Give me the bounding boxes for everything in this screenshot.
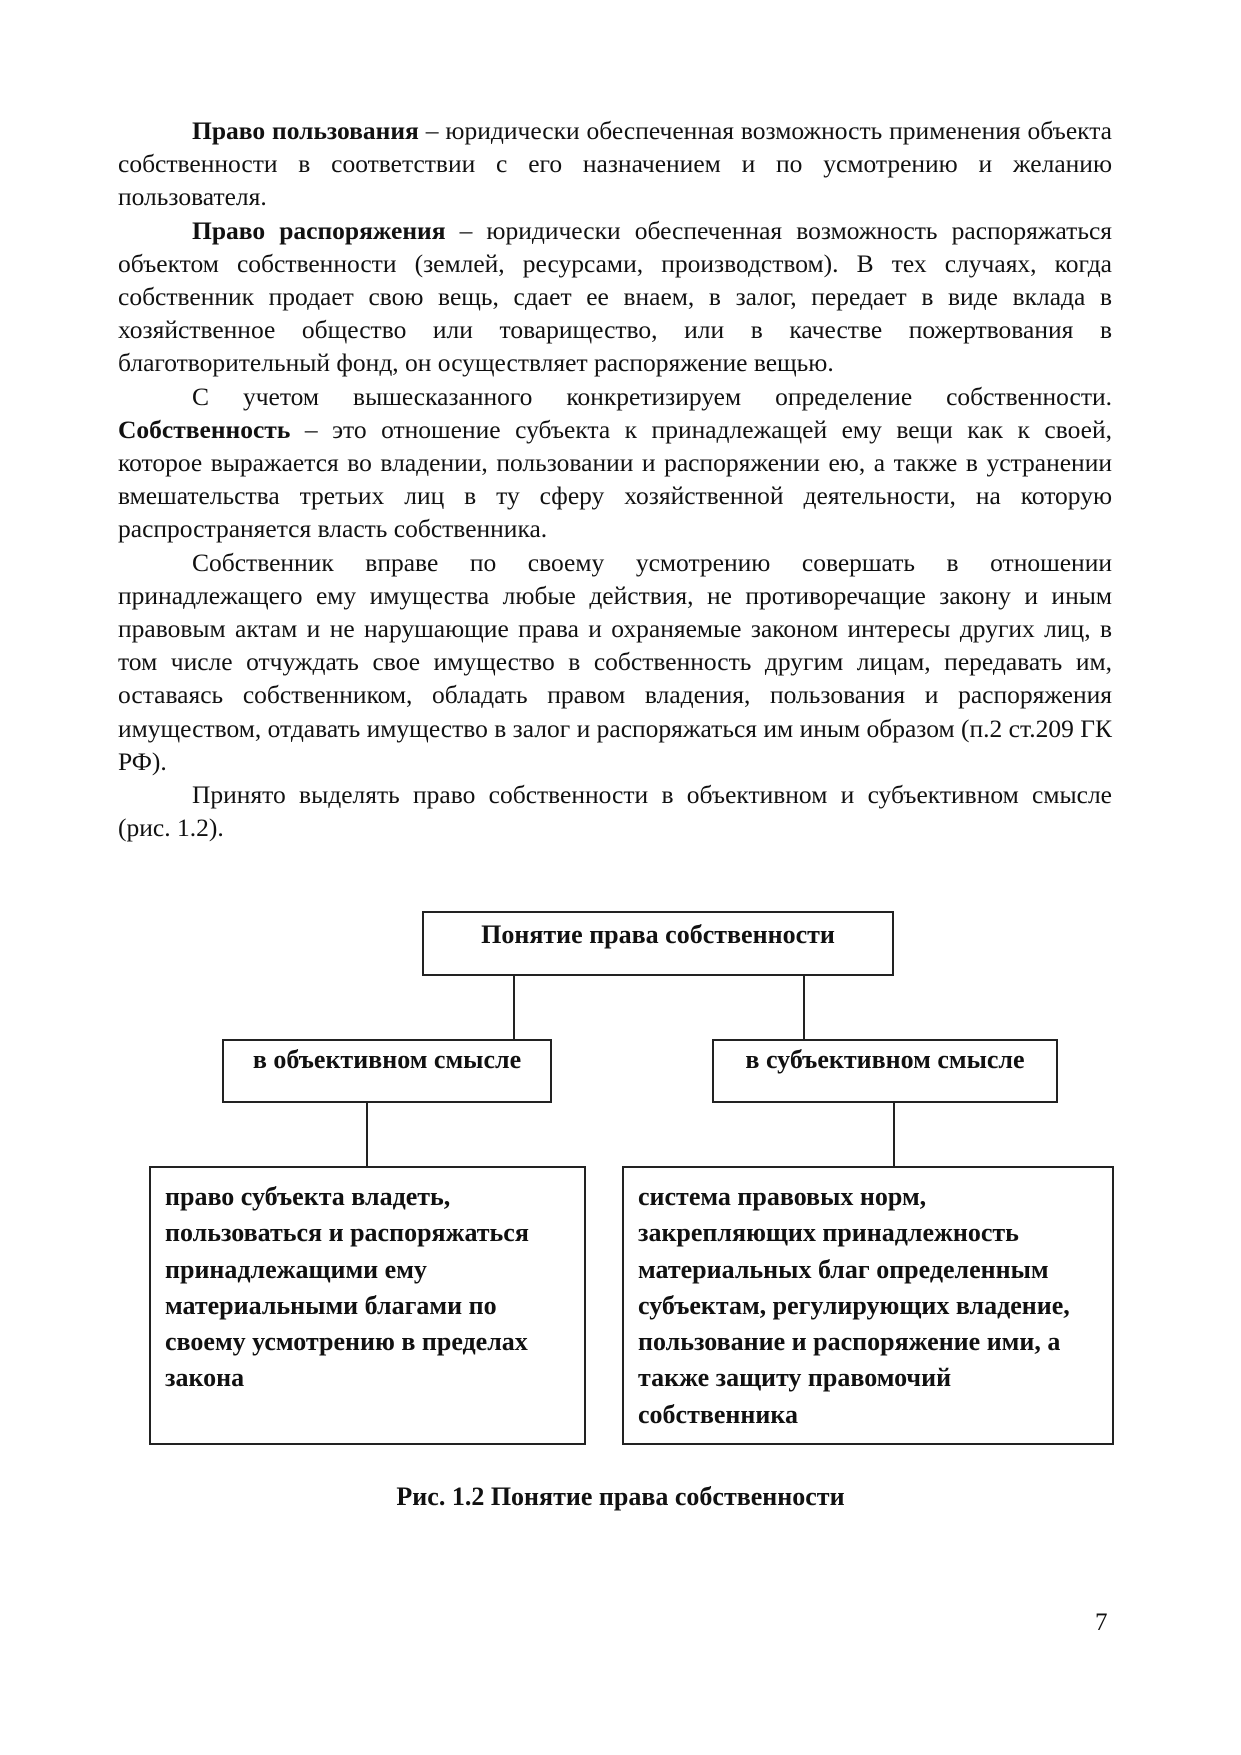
objective-meaning-box xyxy=(222,1039,552,1103)
connector-title-left xyxy=(513,976,515,1039)
right-description-box xyxy=(622,1166,1114,1445)
paragraph-owner-rights xyxy=(118,546,1112,778)
body-text xyxy=(118,114,1112,844)
figure-caption: Рис. 1.2 Понятие права собственности xyxy=(396,1482,845,1511)
page-number: 7 xyxy=(1095,1609,1108,1636)
paragraph-meanings xyxy=(118,778,1112,844)
left-description-box xyxy=(149,1166,586,1445)
diagram-title-box xyxy=(422,911,894,976)
property-lead-text: С учетом вышесказанного конкретизируем определение собственности. xyxy=(192,381,1112,411)
subjective-meaning-box xyxy=(712,1039,1058,1103)
subjective-meaning-label: в субъективном смысле xyxy=(745,1045,1025,1074)
right-description-text: система правовых норм, закрепляющих принадлежность материальных благ определенным субъектам, регулирующих владение, пользование и распоряжение ими, а также защиту правомочий собственника xyxy=(638,1182,1070,1429)
left-description-text: право субъекта владеть, пользоваться и распоряжаться принадлежащими ему материальными благами по своему усмотрению в пределах закона xyxy=(165,1182,529,1393)
diagram-title: Понятие права собственности xyxy=(481,920,835,949)
definition-usage-right: – юридически обеспеченная возможность применения объекта собственности в соответствии с его назначением и по усмотрению и желанию пользователя. xyxy=(118,116,1112,212)
paragraph-disposal-right xyxy=(118,214,1112,380)
definition-property: – это отношение субъекта к принадлежащей ему вещи как к своей, которое выражается во владении, пользовании и распоряжении ею, а также в устранении вмешательства третьих лиц в ту сферу хозяйственной деятельности, на которую распространяется власть собственника. xyxy=(118,414,1112,544)
meanings-text: Принято выделять право собственности в объективном и субъективном смысле (рис. 1.2). xyxy=(118,780,1112,843)
connector-subjective-down xyxy=(893,1103,895,1166)
objective-meaning-label: в объективном смысле xyxy=(252,1045,522,1074)
term-property: Собственность xyxy=(118,414,291,444)
connector-title-right xyxy=(803,976,805,1039)
term-usage-right: Право пользования xyxy=(192,116,419,145)
connector-objective-down xyxy=(366,1103,368,1166)
paragraph-property-definition xyxy=(118,380,1112,546)
paragraph-usage-right xyxy=(118,114,1112,214)
definition-disposal-right: – юридически обеспеченная возможность распоряжаться объектом собственности (землей, ресурсами, производством). В тех случаях, когда собственник продает свою вещь, сдает ее внаем, в залог, передает в виде вклада в хозяйственное общество или товарищество, или в качестве пожертвования в благотворительный фонд, он осуществляет распоряжение вещью. xyxy=(118,215,1112,378)
owner-rights-text: Собственник вправе по своему усмотрению совершать в отношении принадлежащего ему имущества любые действия, не противоречащие закону и иным правовым актам и не нарушающие права и охраняемые законом интересы других лиц, в том числе отчуждать свое имущество в собственность другим лицам, передавать им, оставаясь собственником, обладать правом владения, пользования и распоряжения имуществом, отдавать имущество в залог и распоряжаться им иным образом (п.2 ст.209 ГК РФ). xyxy=(118,547,1112,776)
term-disposal-right: Право распоряжения xyxy=(192,215,446,245)
